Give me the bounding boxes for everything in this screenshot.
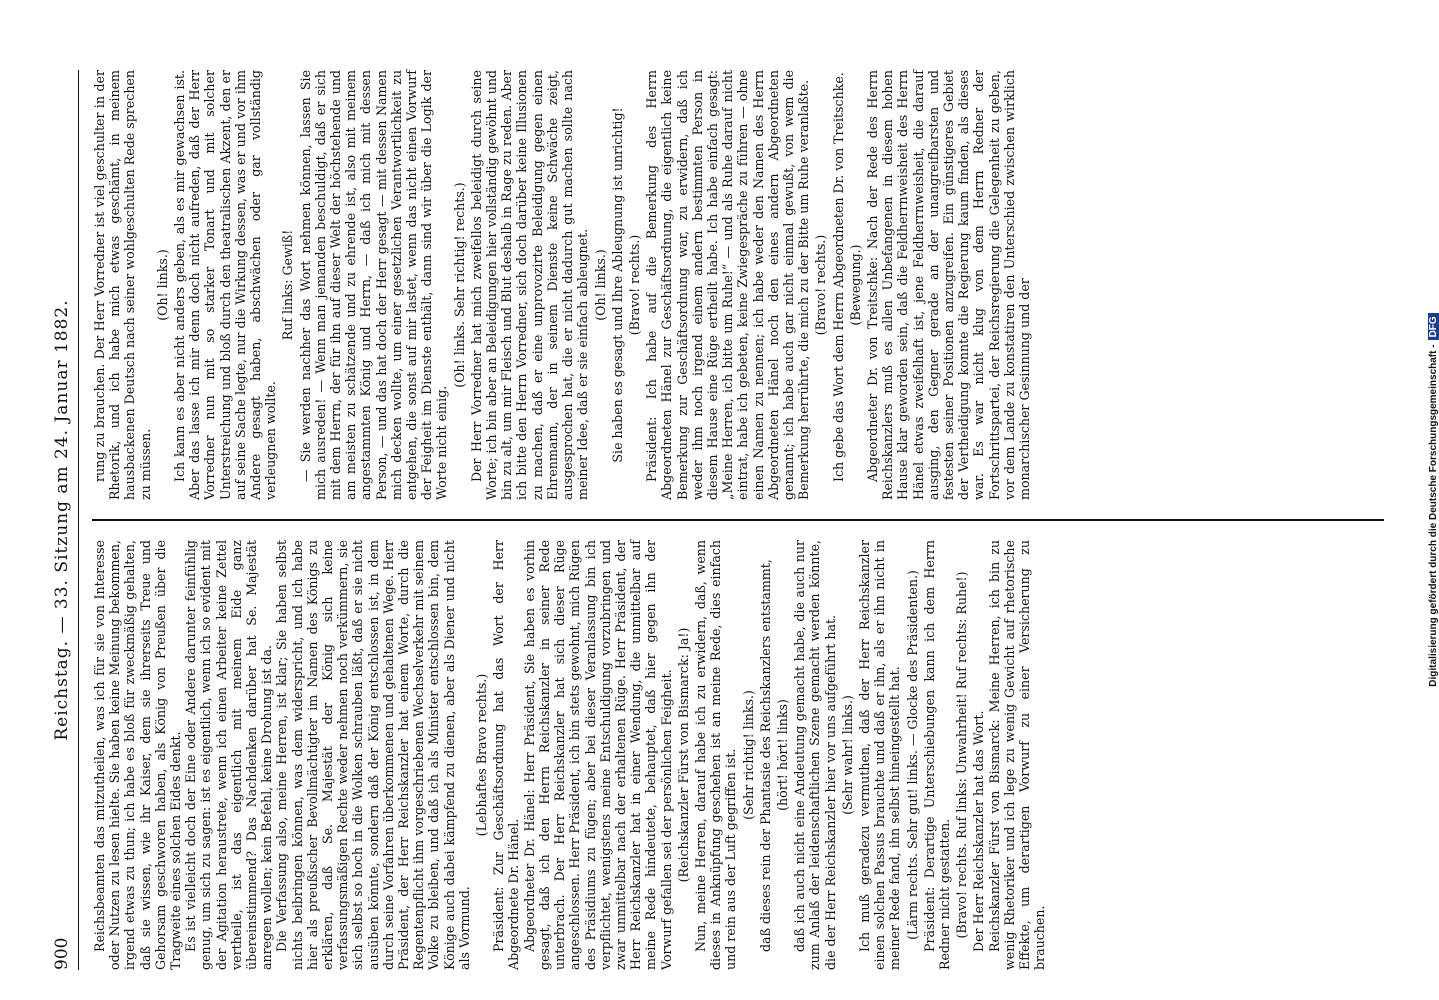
paragraph: Der Herr Vorredner hat mich zweifellos beleidigt durch seine Worte; ich bin aber an Beleidigungen hier vollständig gewöhnt und bin zu alt, um mir Fleisch und Blut deshalb in Rage zu reden. Aber ich bitte den Herrn Vorredner, sich doch darüber keine Illusionen zu machen, daß er eine unprovozirte Beleidigung gegen einen Ehrenmann, der in seinem Dienste keine Schwäche zeigt, ausgesprochen hat, die er nicht dadurch gut machen sollte nach meiner Idee, daß er sie einfach ableugnet. [468, 70, 591, 500]
paragraph: Es ist vielleicht doch der Eine oder Andere darunter feinfühlig genug, um sich zu sagen: ist es eigentlich, wenn ich so evident mit der Agitation heraustrete, wenn ich einen Arbeiter keine Zettel vertheile, ist das eigentlich mit meinem Eide ganz übereinstimmend? Das Nachdenken darüber hat Se. Majestät anregen wollen; kein Befehl, keine Drohung ist da. [183, 540, 275, 970]
paragraph: daß dieses rein der Phantasie des Reichskanzlers entstammt, [757, 559, 773, 952]
paragraph: daß ich auch nicht eine Andeutung gemacht habe, die auch nur zum Anlaß der leidenschaftlichen Szene gemacht werden könnte, die der Herr Reichskanzler hier vor uns aufgeführt hat. [792, 540, 838, 970]
stage-direction: (Sehr richtig! links.) [740, 690, 756, 820]
stage-direction: Ruf links: Gewiß! [280, 229, 296, 341]
right-column [92, 70, 1384, 500]
paragraph: Nun, meine Herren, darauf habe ich zu erwidern, daß, wenn dieses in Anknüpfung geschehen ist an meine Rede, dies einfach und rein aus der Luft gegriffen ist. [692, 540, 739, 970]
paragraph: Präsident: Zur Geschäftsordnung hat das Wort der Herr Abgeordnete Dr. Hänel. [491, 540, 522, 970]
paragraph: Die Verfassung also, meine Herren, ist klar; Sie haben selbst nichts beibringen können, was dem widerspricht, und ich habe hier als preußischer Bevollmächtigter im Namen des Königs zu erklären, daß Se. Majestät der König sich keine verfassungsmäßigen Rechte weder nehmen noch verkümmern, sie sich selbst so hoch in die Wolken schrauben läßt, daß er sie nicht ausüben könnte, sondern daß der König entschlossen ist, in dem durch seine Vorfahren überkommenen und gehaltenen Wege. Herr Präsident, der Herr Reichskanzler hat einem Worte, durch die Regentenpflicht ihm vorgeschriebenen Wechselverkehr mit seinem Volke zu bleiben, und daß ich als Minister entschlossen bin, dem Könige auch dabei kämpfend zu dienen, aber als Diener und nicht als Vormund. [274, 540, 472, 970]
page-number: 900 [52, 937, 72, 970]
stage-direction: (Lebhaftes Bravo rechts.) [474, 673, 490, 837]
credit-text: Digitalisierung gefördert durch die Deutsche Forschungsgemeinschaft - [1428, 344, 1439, 687]
paragraph: Ich muß geradezu vermuthen, daß der Herr Reichskanzler einen solchen Passus brauchte und daß er ihn, als er ihn nicht in meiner Rede fand, ihn selbst hineingestellt hat. [856, 540, 903, 970]
stage-direction: (Reichskanzler Fürst von Bismarck: Ja!) [675, 627, 691, 883]
paragraph: — Sie werden nachher das Wort nehmen können, lassen Sie mich ausreden! — Wenn man jemanden beschuldigt, daß er sich mit dem Herrn, der für ihn auf dieser Welt der höchstehende und am meisten zu schätzende und zu ehrende ist, also mit meinem angestammten König und Herrn, — daß ich mich mit dessen Person, — und das hat doch der Herr gesagt — mit dessen Namen mich decken wollte, um einer gesetzlichen Verantwortlichkeit zu entgehen, die sonst auf mir lastet, wenn das nicht einen Vorwurf der Feigheit im Dienste enthält, dann sind wir über die Logik der Worte nicht einig. [297, 70, 450, 500]
rotated-page [40, 40, 1400, 1000]
paragraph: Abgeordneter Dr. von Treitschke: Nach der Rede des Herrn Reichskanzlers muß es allen Unbefangenen in diesem hohen Hause klar geworden sein, daß die Feldherrnweisheit des Herrn Hänel etwas zweifelhaft ist, jene Feldherrnweisheit, die darauf ausging, den Gegner gerade an der unangreifbarsten und festesten seiner Positionen anzugreifen. Ein günstigeres Gebiet der Vertheidigung konnte die Regierung kaum finden, als dieses war. Es war nicht klug von dem Herrn Redner der Fortschrittspartei, der Reichsregierung die Gelegenheit zu geben, vor dem Lande zu konstatiren den Unterschied zwischen wirklich monarchischer Gesinnung und der [864, 70, 1032, 500]
text-columns [92, 70, 1384, 970]
paragraph: Ich kann es aber nicht anders geben, als es mir gewachsen ist. Aber das lasse ich mir denn doch nicht aufreden, daß der Herr Vorredner nun mit so starker Tonart und mit solcher Unterstreichung und bloß durch den theatralischen Akzent, den er auf seine Sache legte, nur die Wirkung dessen, was er und vor ihm Andere gesagt haben, abschwächen oder gar vollständig verleugnen wollte. [172, 70, 279, 500]
stage-direction: (hört! hört! links) [774, 699, 790, 811]
paragraph: Ich gebe das Wort dem Herrn Abgeordneten Dr. von Treitschke. [830, 72, 846, 482]
paragraph: Präsident: Ich habe auf die Bemerkung des Herrn Abgeordneten Hänel zur Geschäftsordnung, die eigentlich keine Bemerkung zur Geschäftsordnung war, zu erwidern, daß ich weder ihm noch irgend einem andern bestimmten Person in diesem Hause eine Rüge ertheilt habe. Ich habe einfach gesagt: „Meine Herren, ich bitte um Ruhe!“ — und als Ruhe darauf nicht eintrat, habe ich gebeten, keine Zwiegespräche zu führen — ohne einen Namen zu nennen; ich habe weder den Namen des Herrn Abgeordneten Hänel noch den eines andern Abgeordneten genannt; ich habe auch gar nicht einmal gewußt, von wem die Bemerkung herrührte, die mich zu der Bitte um Ruhe veranlaßte. [644, 70, 812, 500]
stage-direction: (Bravo! rechts.) [626, 234, 642, 336]
stage-direction: (Oh! links.) [154, 249, 170, 321]
digitization-credit [1408, 0, 1439, 1000]
stage-direction: (Sehr wahr! links.) [839, 695, 855, 815]
stage-direction: (Bewegung.) [847, 244, 863, 326]
stage-direction: (Bravo! rechts. Ruf links: Unwahrheit! Ruf rechts: Ruhe!) [954, 571, 970, 939]
stage-direction: (Lärm rechts. Sehr gut! links. — Glocke des Präsidenten.) [904, 570, 920, 940]
stage-direction: (Oh! links.) [592, 249, 608, 321]
paragraph: Präsident: Derartige Unterschiebungen kann ich dem Herrn Redner nicht gestatten. [921, 540, 952, 970]
page-title: Reichstag. — 33. Sitzung am 24. Januar 1882. [52, 299, 72, 741]
paragraph: Abgeordneter Dr. Hänel: Herr Präsident, Sie haben es vorhin gesagt, daß ich den Herrn Reichskanzler in seiner Rede unterbrach. Der Herr Reichskanzler hat sich dieser Rüge angeschlossen. Herr Präsident, ich bin stets gewohnt, mich Rügen des Präsidiums zu fügen; aber bei dieser Veranlassung bin ich verpflichtet, wenigstens meine Entschuldigung vorzubringen und zwar unmittelbar nach der erhaltenen Rüge. Herr Präsident, der Herr Reichskanzler hat in einer Wendung, die unmittelbar auf meine Rede hindeutete, behauptet, daß hier gegen ihn der Vorwurf gefallen sei der persönlichen Feigheit. [521, 540, 674, 970]
dfg-logo: DFG [1428, 313, 1439, 340]
paragraph: Reichskanzler Fürst von Bismarck: Meine Herren, ich bin zu wenig Rhetoriker und ich lege zu wenig Gewicht auf rhetorische Effekte, um derartigen Vorwurf zu einer Versicherung zu brauchen. [986, 540, 1048, 970]
stage-direction: Sie haben es gesagt und Ihre Ableugnung ist unrichtig! [609, 107, 625, 463]
paragraph: rung zu brauchen. Der Herr Vorredner ist viel geschulter in der Rhetorik, und ich habe mich etwas geschämt, in meinem hausbackenen Deutsch nach seiner wohlgeschulten Rede sprechen zu müssen. [92, 70, 153, 500]
column-divider [92, 520, 1384, 522]
stage-direction: (Oh! links. Sehr richtig! rechts.) [451, 182, 467, 388]
paragraph: Der Herr Reichskanzler hat das Wort. [971, 710, 987, 952]
paragraph: Reichsbeamten das mitzutheilen, was ich für sie von Interesse oder Nutzen zu lesen hielte. Sie haben keine Meinung bekommen, irgend etwas zu thun; ich habe es bloß für zweckmäßig gehalten, daß sie wissen, wie ihr Kaiser, dem sie ihrerseits Treue und Gehorsam geschworen haben, als König von Preußen über die Tragweite eines solchen Eides denkt. [92, 540, 184, 970]
stage-direction: (Bravo! rechts.) [813, 234, 829, 336]
left-column [92, 540, 1384, 970]
page-header [48, 70, 79, 970]
